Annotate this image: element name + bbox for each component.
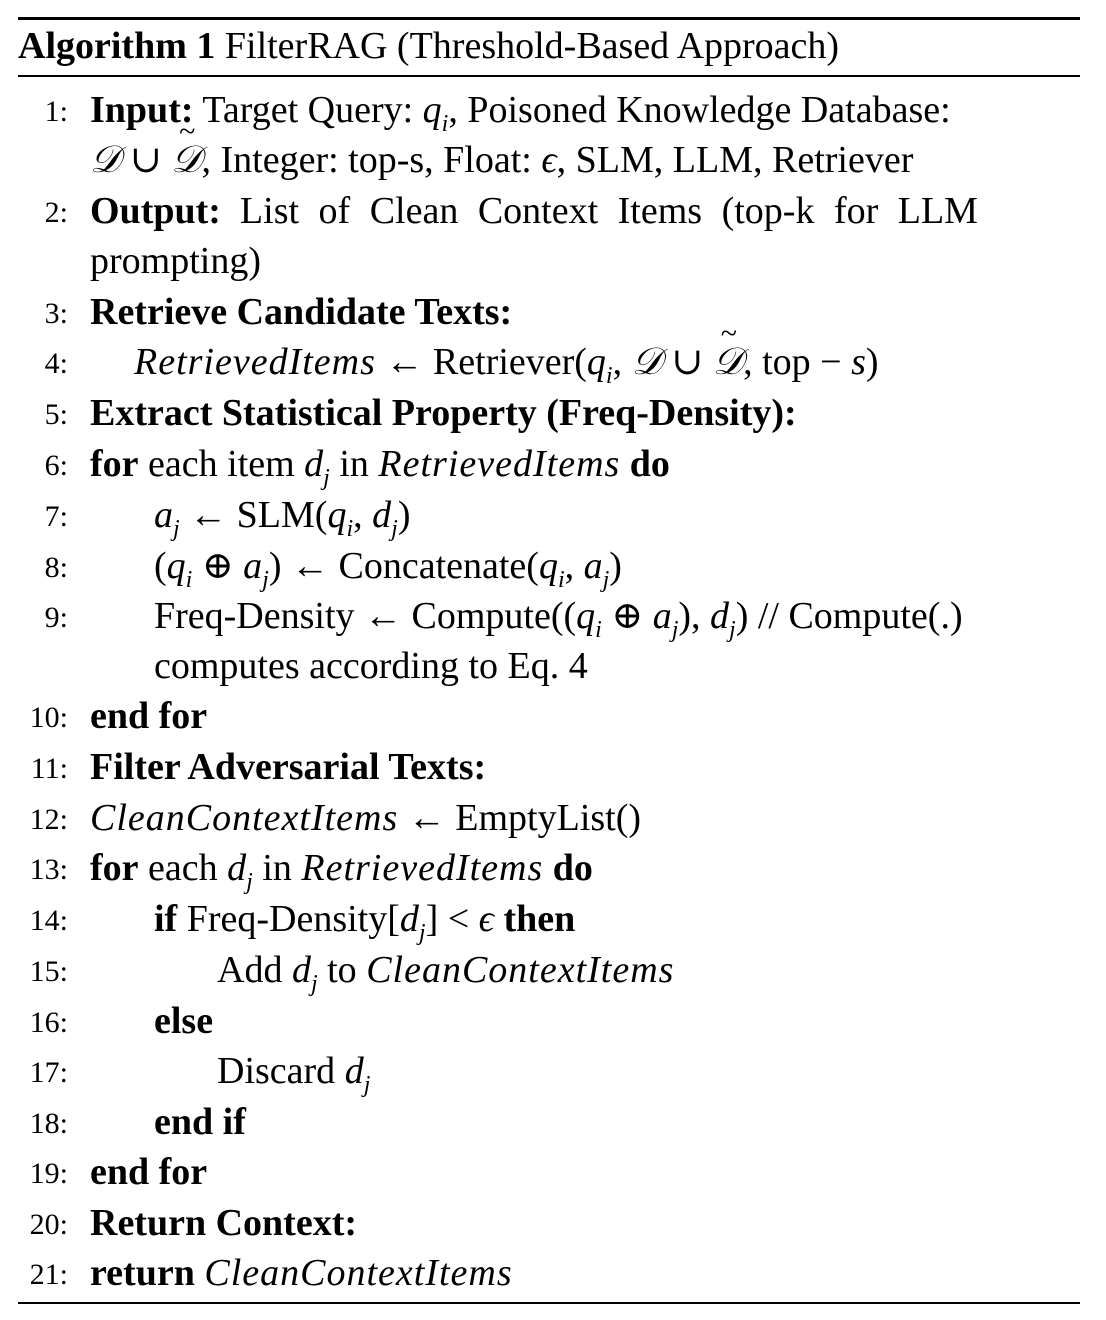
line-number: 20:: [29, 1208, 68, 1241]
line-number: 14:: [29, 904, 68, 937]
line-number: 3:: [44, 297, 68, 330]
line-number: 11:: [30, 752, 68, 785]
input-keyword: Input:: [90, 89, 194, 131]
line-4: RetrievedItems ← $Retriever(q_i$, 𝒟 ∪ ~ 𝒟, top − s): [134, 337, 879, 387]
bottom-rule: [18, 1302, 1080, 1304]
line-18: end if: [154, 1101, 246, 1143]
line-number: 9:: [44, 601, 68, 634]
line-21: return CleanContextItems: [90, 1252, 513, 1294]
line-number: 15:: [29, 955, 68, 988]
line-number: 6:: [44, 449, 68, 482]
line-19: end for: [90, 1151, 208, 1193]
line-20: Return Context:: [90, 1202, 358, 1244]
line-16: else: [154, 1000, 214, 1042]
line-3: Retrieve Candidate Texts:: [90, 291, 513, 333]
line-number: 21:: [29, 1258, 68, 1291]
line-number: 5:: [44, 398, 68, 431]
line-number: 1:: [44, 95, 68, 128]
algorithm-name: FilterRAG (Threshold-Based Approach): [224, 25, 840, 67]
line-number: 8:: [44, 551, 68, 584]
line-15: Add $d_j$ to CleanContextItems: [217, 949, 675, 997]
line-number: 12:: [29, 803, 68, 836]
line-number: 13:: [29, 853, 68, 886]
line-9-cont: computes according to Eq. 4: [154, 645, 588, 687]
algorithm-label: Algorithm 1: [18, 25, 216, 67]
line-number: 10:: [29, 701, 68, 734]
output-keyword: Output:: [90, 190, 221, 232]
line-2: Output: List of Clean Context Items (top-k for LLM: [90, 190, 978, 232]
line-8: ($q_i$ ⊕ $a_j$) ← $Concatenate(q_i$, $a_j$): [154, 545, 622, 593]
comment: // Compute(.): [757, 595, 963, 637]
line-9: Freq-Density ← $Compute((q_i$ ⊕ $a_j$), $d_j$) // Compute(.): [154, 595, 963, 643]
line-5: Extract Statistical Property (Freq-Density):: [90, 392, 797, 434]
line-number: 16:: [29, 1006, 68, 1039]
line-11: Filter Adversarial Texts:: [90, 746, 487, 788]
line-number: 19:: [29, 1157, 68, 1190]
header-rule: [18, 75, 1080, 77]
line-1: Input: Target Query: $q_i$, Poisoned Knowledge Database:: [90, 89, 951, 137]
line-number: 17:: [29, 1056, 68, 1089]
line-number: 18:: [29, 1107, 68, 1140]
algorithm-title: [18, 24, 1080, 68]
line-number: 7:: [44, 500, 68, 533]
line-2-cont: prompting): [90, 240, 261, 282]
line-1-cont: 𝒟 ∪ ~ 𝒟, Integer: top-s, Float: ϵ, SLM, LLM, Retriever: [90, 135, 913, 185]
line-13: for each $d_j$ in RetrievedItems do: [90, 847, 593, 895]
line-10: end for: [90, 695, 208, 737]
line-14: if Freq-$Density[d_j] < \epsilon$ then: [154, 898, 576, 946]
line-number: 4:: [44, 347, 68, 380]
line-12: CleanContextItems ← EmptyList(): [90, 797, 642, 839]
line-6: for each item $d_j$ in RetrievedItems do: [90, 443, 670, 491]
line-7: $a_j$ ← $SLM(q_i$, $d_j$): [154, 494, 411, 542]
line-number: 2:: [44, 196, 68, 229]
line-17: Discard $d_j$: [217, 1050, 371, 1098]
top-rule: [18, 17, 1080, 20]
